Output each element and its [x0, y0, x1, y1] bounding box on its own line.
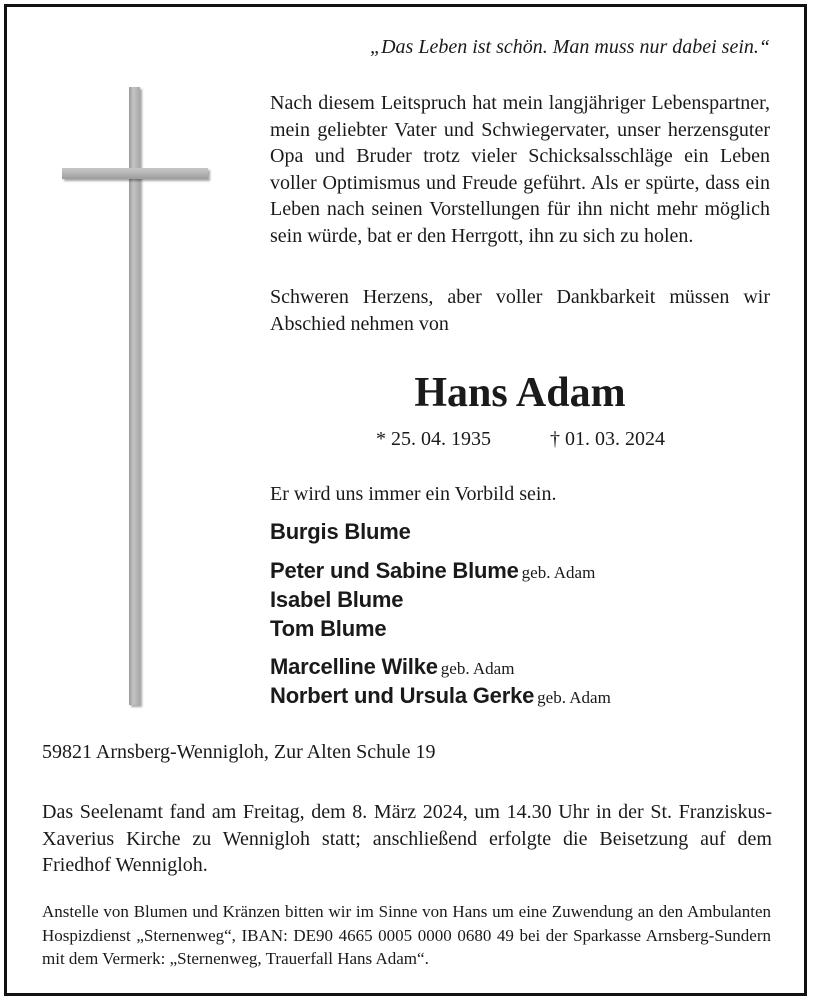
intro-text: Nach diesem Leitspruch hat mein langjähriger Lebenspartner, mein geliebter Vater und Schwiegervater, unser herzensguter Opa und Bruder trotz vieler Schicksalsschläge ein Leben voller Optimismus und Freude geführt. Als er spürte, dass ein Leben nach seinen Vorstellungen für ihn nicht mehr möglich sein würde, bat er den Herrgott, ihn zu sich zu holen. — [270, 92, 770, 247]
mourner-entry — [270, 615, 386, 643]
mourner-entry — [270, 653, 514, 683]
mourner-name: Isabel Blume — [270, 587, 404, 612]
mourner-name: Tom Blume — [270, 616, 387, 641]
address: 59821 Arnsberg-Wennigloh, Zur Alten Schule 19 — [42, 741, 436, 763]
vorbild-text: Er wird uns immer ein Vorbild sein. — [270, 483, 557, 505]
mourner-name: Marcelline Wilke — [270, 654, 438, 679]
mourner-name: Peter und Sabine Blume — [270, 558, 519, 583]
mourner-note: geb. Adam — [521, 563, 596, 582]
mourner-note: geb. Adam — [537, 688, 611, 707]
motto: „Das Leben ist schön. Man muss nur dabei sein.“ — [369, 36, 770, 58]
service-text: Das Seelenamt fand am Freitag, dem 8. März 2024, um 14.30 Uhr in der St. Franziskus-Xaverius Kirche zu Wennigloh statt; anschließend erfolgte die Beisetzung auf dem Friedhof Wennigloh. — [42, 801, 772, 876]
mourner-note: geb. Adam — [440, 659, 515, 678]
mourner-name: Burgis Blume — [270, 519, 411, 544]
death-date: † 01. 03. 2024 — [550, 428, 665, 450]
cross-icon — [62, 87, 208, 707]
mourner-name: Norbert und Ursula Gerke — [270, 683, 535, 708]
farewell-text: Schweren Herzens, aber voller Dankbarkeit müssen wir Abschied nehmen von — [270, 286, 770, 335]
donation-text: Anstelle von Blumen und Kränzen bitten wir im Sinne von Hans um eine Zuwendung an den Ambulanten Hospizdienst „Sternenweg“, IBAN: DE90 4665 0005 0000 0680 49 bei der Sparkasse Arnsberg-Sundern mit dem Vermerk: „Sternenweg, Trauerfall Hans Adam“. — [42, 902, 771, 968]
mourner-entry — [270, 586, 403, 614]
deceased-name: Hans Adam — [414, 370, 626, 416]
birth-date: * 25. 04. 1935 — [376, 428, 491, 450]
mourner-entry — [270, 557, 595, 587]
mourner-entry — [270, 518, 411, 546]
mourner-entry — [270, 682, 611, 712]
